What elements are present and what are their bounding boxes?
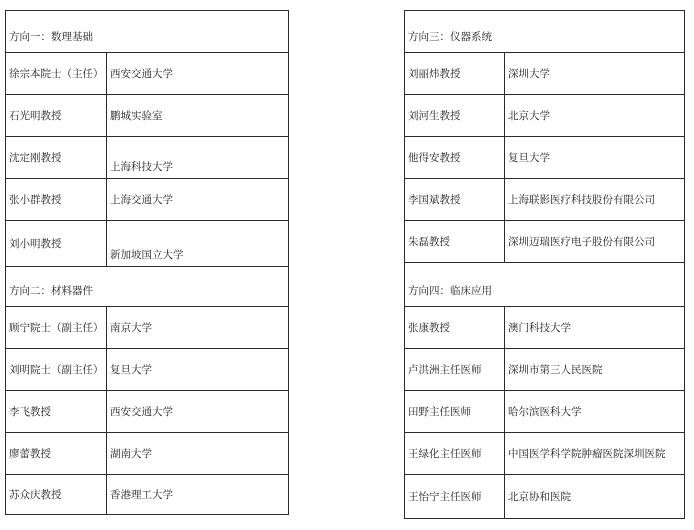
table-row <box>6 391 289 433</box>
member-name: 他得安教授 <box>405 137 505 179</box>
table-row <box>405 307 685 349</box>
member-org: 澳门科技大学 <box>505 307 685 349</box>
table-row <box>6 433 289 475</box>
section-heading-4: 方向四：临床应用 <box>405 263 685 307</box>
member-org: 鹏城实验室 <box>107 95 289 137</box>
table-row <box>405 179 685 221</box>
table-row <box>6 475 289 515</box>
member-name: 石光明教授 <box>6 95 107 137</box>
member-org: 复旦大学 <box>505 137 685 179</box>
table-row <box>6 307 289 349</box>
member-name: 李国斌教授 <box>405 179 505 221</box>
member-name: 朱磊教授 <box>405 221 505 263</box>
table-row <box>6 221 289 267</box>
section-heading-2: 方向二：材料器件 <box>6 267 289 307</box>
table-row <box>6 95 289 137</box>
member-org: 中国医学科学院肿瘤医院深圳医院 <box>505 433 685 475</box>
member-name: 刘河生教授 <box>405 95 505 137</box>
section-heading-3: 方向三：仪器系统 <box>405 11 685 53</box>
member-name: 王绿化主任医师 <box>405 433 505 475</box>
table-row <box>405 349 685 391</box>
table-row <box>405 53 685 95</box>
member-name: 刘丽炜教授 <box>405 53 505 95</box>
member-name: 田野主任医师 <box>405 391 505 433</box>
table-row <box>405 137 685 179</box>
member-org: 新加坡国立大学 <box>107 221 289 267</box>
member-org: 湖南大学 <box>107 433 289 475</box>
member-name: 徐宗本院士（主任） <box>6 53 107 95</box>
table-row <box>405 221 685 263</box>
member-org: 西安交通大学 <box>107 53 289 95</box>
member-org: 南京大学 <box>107 307 289 349</box>
member-org: 北京协和医院 <box>505 475 685 519</box>
member-org: 深圳迈瑞医疗电子股份有限公司 <box>505 221 685 263</box>
table-row <box>6 179 289 221</box>
member-name: 李飞教授 <box>6 391 107 433</box>
section-heading-1: 方向一：数理基础 <box>6 11 289 53</box>
member-name: 顾宁院士（副主任） <box>6 307 107 349</box>
member-name: 刘明院士（副主任） <box>6 349 107 391</box>
member-name: 张小群教授 <box>6 179 107 221</box>
table-row <box>405 391 685 433</box>
member-name: 沈定刚教授 <box>6 137 107 179</box>
member-org: 上海交通大学 <box>107 179 289 221</box>
member-org: 香港理工大学 <box>107 475 289 515</box>
table-row <box>6 349 289 391</box>
member-org: 深圳大学 <box>505 53 685 95</box>
member-org: 北京大学 <box>505 95 685 137</box>
member-org: 深圳市第三人民医院 <box>505 349 685 391</box>
member-name: 王怡宁主任医师 <box>405 475 505 519</box>
member-org: 上海科技大学 <box>107 137 289 179</box>
member-name: 廖蕾教授 <box>6 433 107 475</box>
member-name: 卢洪洲主任医师 <box>405 349 505 391</box>
member-name: 刘小明教授 <box>6 221 107 267</box>
table-row <box>6 137 289 179</box>
member-org: 西安交通大学 <box>107 391 289 433</box>
member-org: 上海联影医疗科技股份有限公司 <box>505 179 685 221</box>
member-name: 张康教授 <box>405 307 505 349</box>
member-org: 复旦大学 <box>107 349 289 391</box>
member-org: 哈尔滨医科大学 <box>505 391 685 433</box>
right-committee-table <box>404 10 685 519</box>
left-committee-table <box>5 10 289 515</box>
member-name: 苏众庆教授 <box>6 475 107 515</box>
table-row <box>405 475 685 519</box>
table-row <box>405 95 685 137</box>
table-row <box>405 433 685 475</box>
table-row <box>6 53 289 95</box>
